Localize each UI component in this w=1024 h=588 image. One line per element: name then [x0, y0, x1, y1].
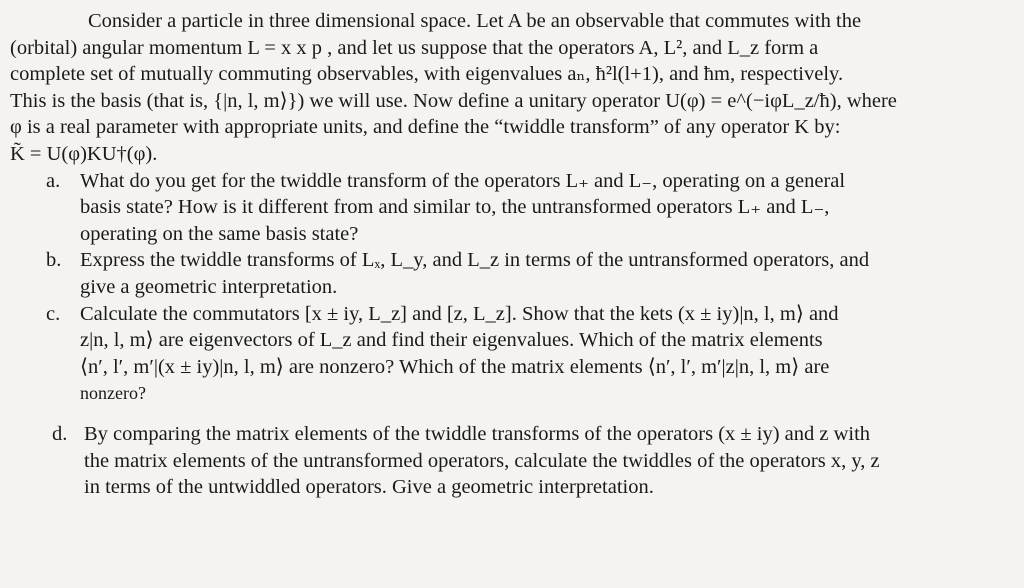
question-line: By comparing the matrix elements of the twiddle transforms of the operators (x ± iy) and z with	[84, 422, 871, 445]
intro-line-6: K̃ = U(φ)KU†(φ).	[10, 142, 158, 165]
intro-line-5: φ is a real parameter with appropriate units, and define the “twiddle transform” of any operator K by:	[10, 116, 841, 139]
question-marker: a.	[46, 169, 61, 192]
question-c	[10, 301, 1010, 407]
problem-intro	[10, 8, 1010, 168]
question-b	[10, 247, 1010, 300]
question-line: What do you get for the twiddle transform of the operators L₊ and L₋, operating on a general	[80, 169, 846, 192]
question-a	[10, 168, 1010, 248]
question-line: z|n, l, m⟩ are eigenvectors of L_z and find their eigenvalues. Which of the matrix elements	[80, 329, 823, 352]
question-line: basis state? How is it different from and similar to, the untransformed operators L₊ and L₋,	[80, 196, 830, 219]
question-line: in terms of the untwiddled operators. Give a geometric interpretation.	[84, 476, 654, 499]
intro-line-2: (orbital) angular momentum L = x x p , and let us suppose that the operators A, L², and L_z form a	[10, 36, 819, 59]
question-list	[10, 168, 1010, 501]
question-marker: c.	[46, 302, 61, 325]
question-line: nonzero?	[80, 383, 146, 404]
intro-line-4: This is the basis (that is, {|n, l, m⟩}) we will use. Now define a unitary operator U(φ) = e^(−iφL_z/ħ), where	[10, 89, 897, 112]
question-line: Express the twiddle transforms of Lₓ, L_y, and L_z in terms of the untransformed operators, and	[80, 249, 870, 272]
intro-line-3: complete set of mutually commuting observables, with eigenvalues aₙ, ħ²l(l+1), and ħm, respectively.	[10, 63, 844, 86]
intro-line-1: Consider a particle in three dimensional space. Let A be an observable that commutes with the	[88, 10, 862, 32]
question-line: Calculate the commutators [x ± iy, L_z] and [z, L_z]. Show that the kets (x ± iy)|n, l, m⟩ and	[80, 302, 839, 325]
question-d	[10, 421, 1010, 501]
question-line: operating on the same basis state?	[80, 222, 359, 245]
question-marker: d.	[52, 422, 68, 445]
question-marker: b.	[46, 249, 62, 272]
question-line: the matrix elements of the untransformed operators, calculate the twiddles of the operators x, y, z	[84, 449, 880, 472]
question-line: ⟨n′, l′, m′|(x ± iy)|n, l, m⟩ are nonzero? Which of the matrix elements ⟨n′, l′, m′|z|n, l, m⟩ are	[80, 355, 830, 378]
question-line: give a geometric interpretation.	[80, 275, 338, 298]
